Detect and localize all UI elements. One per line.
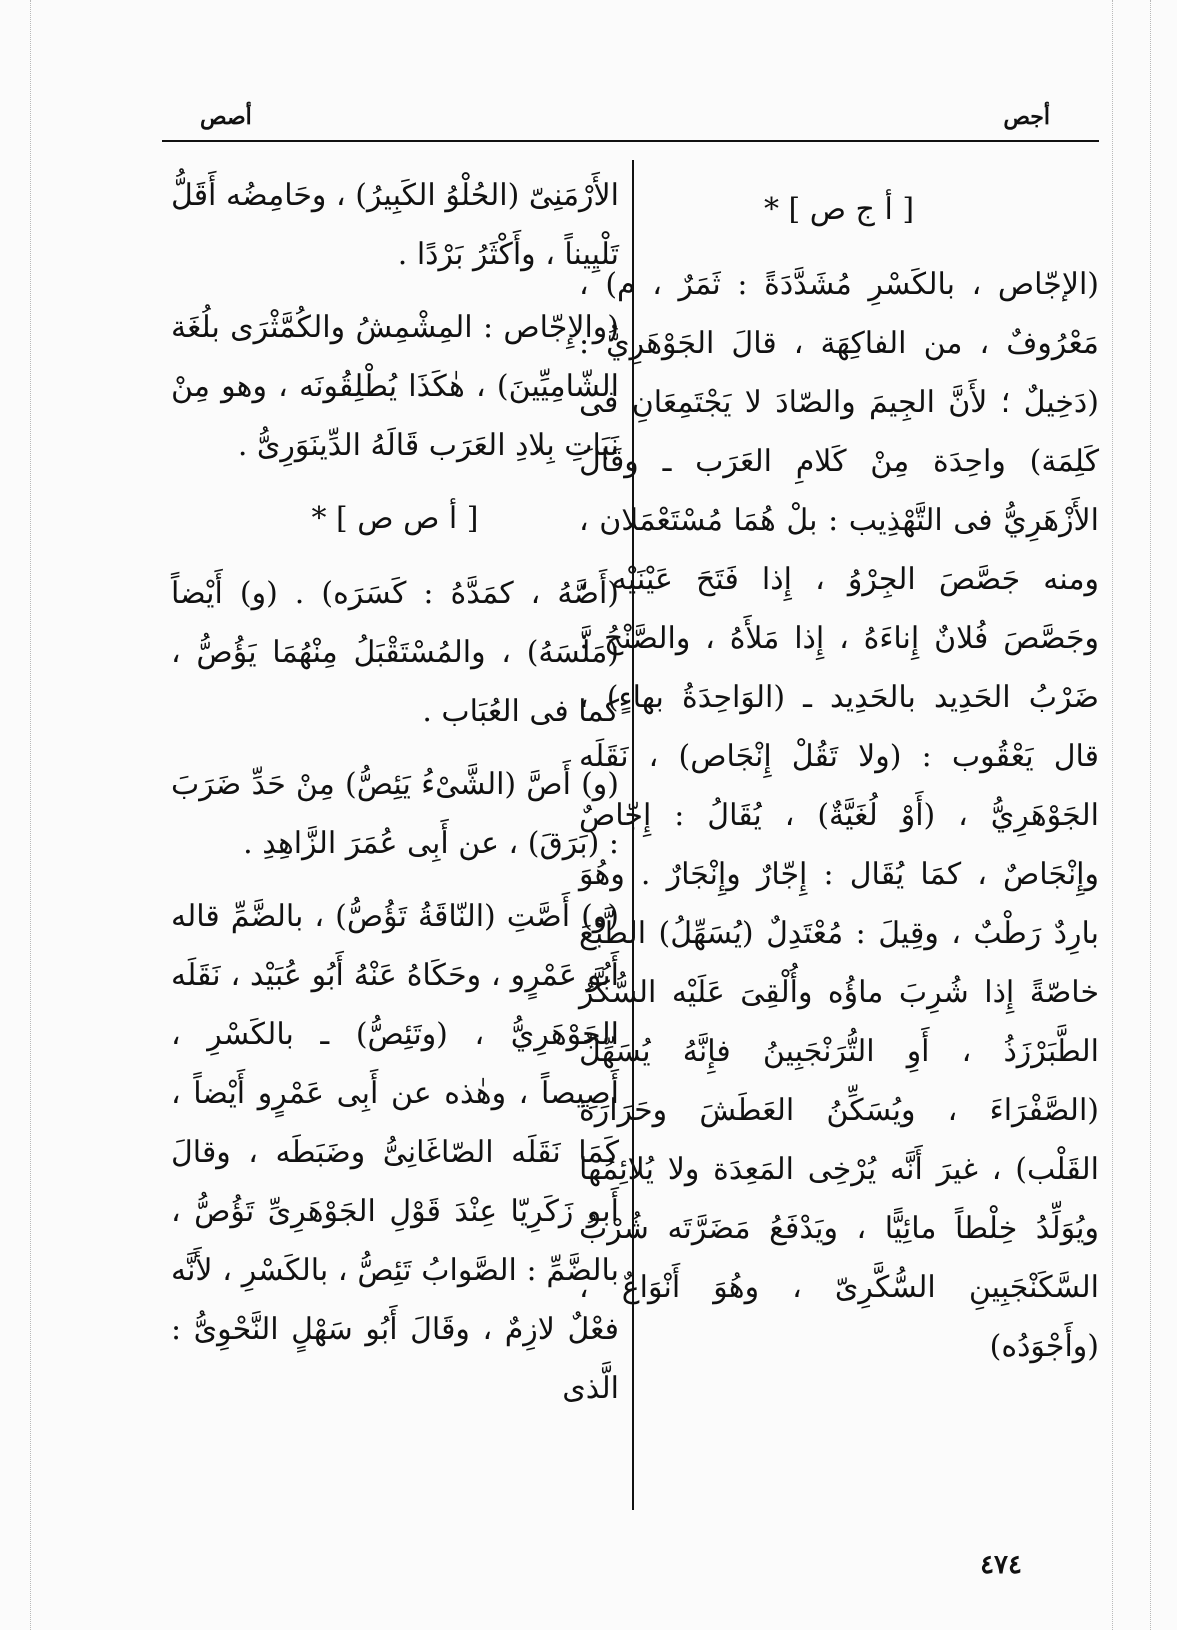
- entry-ijjas-levant: (والإِجّاص : المِشْمِشُ والكُمَّثْرَى بلُغَة الشّامِيِّينَ) ، هٰكَذَا يُطْلِقُونَه ، وهو مِنْ نَبَاتِ بِلادِ العَرَب قَالَهُ الدِّينَوَرِىُّ .: [171, 310, 619, 463]
- entry-assat-naqa: (و) أَصَّتِ (النّاقَةُ تَؤُصُّ) ، بالضَّمِّ قاله أَبُو عَمْرٍو ، وحَكَاهُ عَنْهُ أَبُو عُبَيْد ، نَقَلَه الجَوْهَرِيُّ ، (وتَئِصُّ) ـ بالكَسْرِ ، أَصِيصاً ، وهٰذه عن أَبِى عَمْرٍو أَيْضاً ، كَمَا نَقَلَه الصّاغَانِىُّ وضَبَطَه ، وقالَ أَبو زَكَرِيّا عِنْدَ قَوْلِ الجَوْهَرِىِّ تَؤُصُّ ، بالضَّمِّ : الصَّوابُ تَئِصُّ ، بالكَسْرِ ، لأَنَّه فعْلٌ لازِمٌ ، وقَالَ أَبُو سَهْلٍ النَّحْوِىُّ : الَّذى: [171, 899, 619, 1406]
- running-header-left: أصص: [200, 104, 252, 130]
- running-header-right: أجص: [1003, 104, 1050, 130]
- entry-ijjas: (الإجّاص ، بالكَسْرِ مُشَدَّدَةً : ثَمَرٌ ، م) ، مَعْرُوفٌ ، من الفاكِهَة ، قالَ الجَوْهَرِيُّ : (دَخِيلٌ ؛ لأَنَّ الجِيمَ والصّادَ لا يَجْتَمِعَانِ فى كَلِمَة) واحِدَة مِنْ كَلامِ العَرَب ـ وقَالَ الأَزْهَرِيُّ فى التَّهْذِيب : بلْ هُمَا مُسْتَعْمَلان ، ومنه جَصَّصَ الجِرْوُ ، إِذا فَتَحَ عَيْنَيْه ، وجَصَّصَ فُلانٌ إِناءَهُ ، إِذا مَلأَهُ ، والصَّنْجُ : ضَرْبُ الحَدِيد بالحَدِيد ـ (الوَاحِدَةُ بهاءٍ) ، قال يَعْقُوب : (ولا تَقُلْ إِنْجَاص) ، نَقَلَه الجَوْهَرِيُّ ، (أَوْ لُغَيَّةٌ) ، يُقَالُ : إِجّاصٌ وإِنْجَاصٌ ، كمَا يُقَال : إِجّارٌ وإِنْجَارٌ . وهُوَ بارِدٌ رَطْبٌ ، وقِيلَ : مُعْتَدِلٌ (يُسَهِّلُ) الطَّبْعَ خاصّةً إِذا شُرِبَ ماؤُه وأُلْقِىَ عَلَيْه السُّكَّرُ الطَّبَرْزَذُ ، أَوِ التُّرَنْجَبِينُ فإِنَّهُ يُسَهِّلُ (الصَّفْرَاءَ ، ويُسَكِّنُ العَطَشَ وحَرَارَةَ القَلْب) ، غيرَ أَنَّه يُرْخِى المَعِدَة ولا يُلائِمُها ويُوَلِّدُ خِلْطاً مائِيًّا ، ويَدْفَعُ مَضَرَّتَه شُرْبُ السَّكَنْجَبِينِ السُّكَّرِىّ ، وهُوَ أَنْوَاعٌ ، (وأَجْوَدُه): [579, 267, 1099, 1364]
- page-number: ٤٧٤: [980, 1550, 1022, 1580]
- left-column: [171, 166, 619, 1418]
- headword-ass: [ أ ص ص ] *: [311, 501, 479, 536]
- entry-assahu: (أَصَّهُ ، كمَدَّهُ : كَسَرَه) . (و) أَيْضاً (مَلَّسَهُ) ، والمُسْتَقْبَلُ مِنْهُمَا يَؤُصُّ ، كما فى العُبَاب .: [171, 576, 619, 729]
- header-rule: [162, 140, 1099, 142]
- entry-ijjas-continued: الأَرْمَنِىّ (الحُلْوُ الكَبِيرُ) ، وحَامِضُه أَقَلُّ تَلْيِيناً ، وأَكْثَرُ بَرْدًا .: [171, 178, 619, 272]
- entry-ass-shining: (و) أَصَّ (الشَّىْءُ يَئِصُّ) مِنْ حَدِّ ضَرَبَ : (بَرَقَ) ، عن أَبِى عُمَرَ الزَّاهِدِ .: [171, 767, 619, 861]
- headword-ajs: [ أ ج ص ] *: [763, 192, 915, 227]
- right-column: [579, 166, 1099, 1376]
